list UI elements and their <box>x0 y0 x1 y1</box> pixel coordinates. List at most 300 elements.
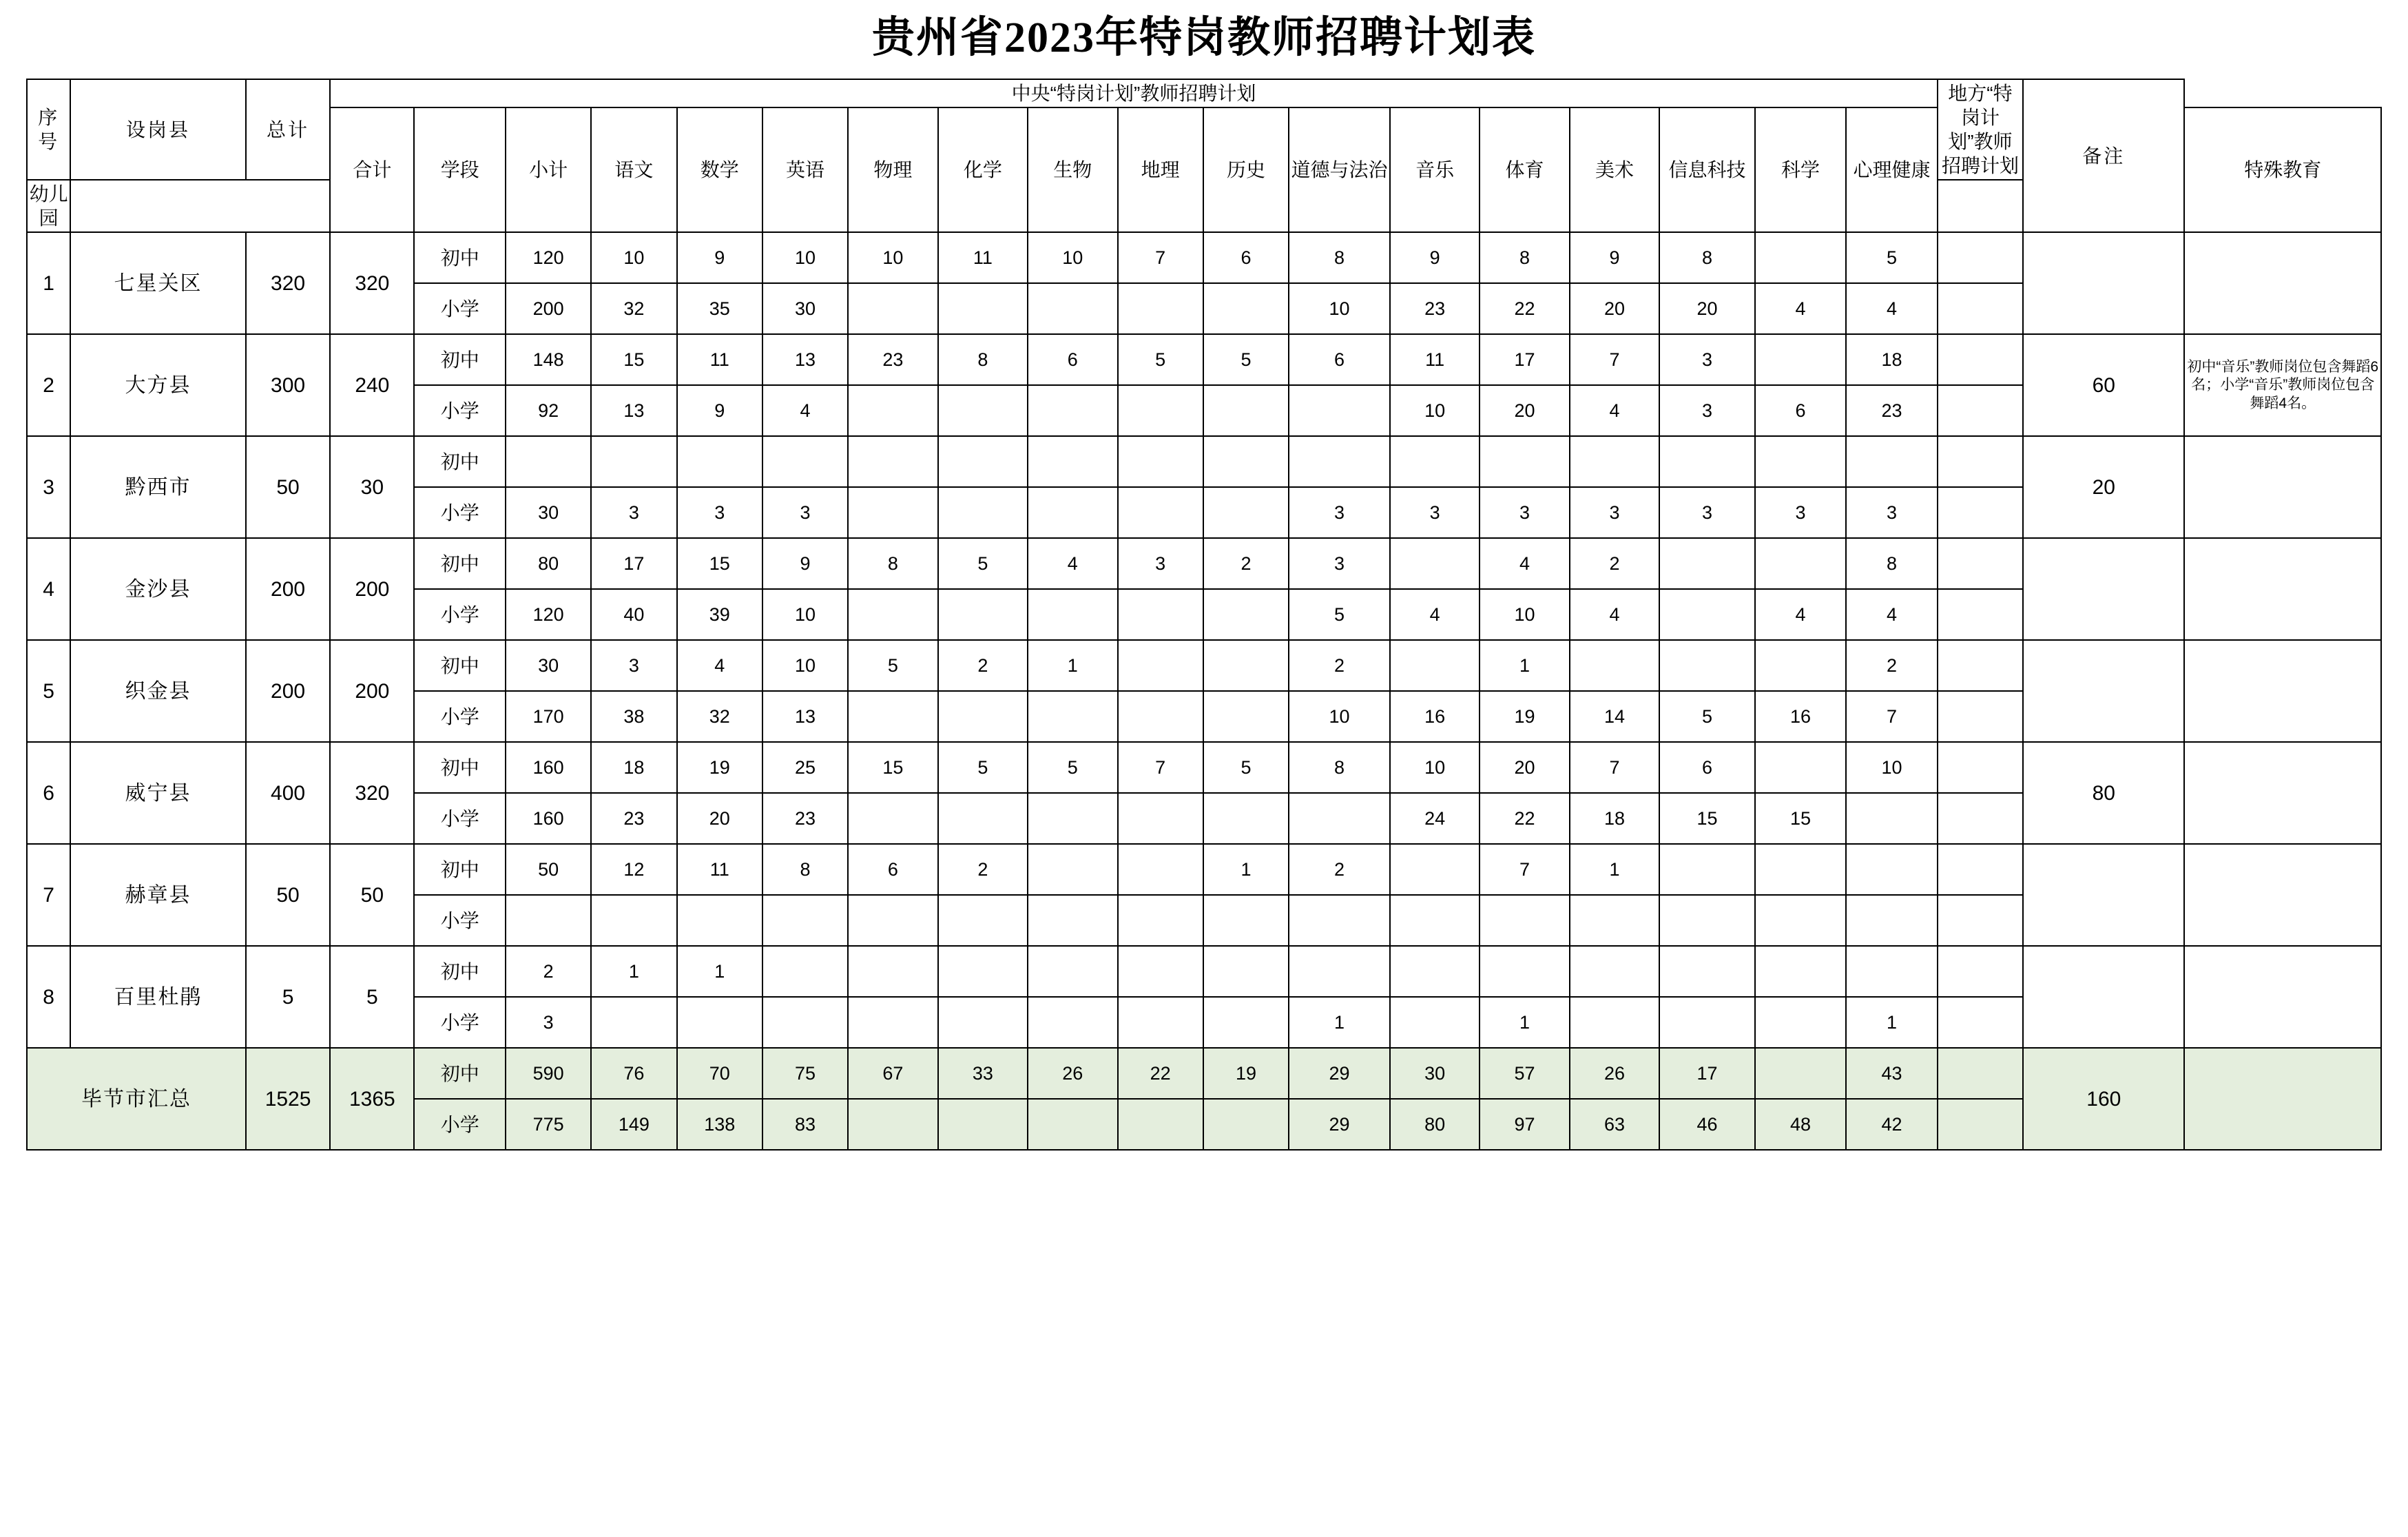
cell-value: 8 <box>1289 742 1390 793</box>
header-subject-math: 数学 <box>677 107 762 232</box>
cell-value: 3 <box>1480 487 1569 538</box>
cell-sub-sum: 2 <box>506 946 591 997</box>
cell-remark <box>2184 844 2381 946</box>
cell-county: 黔西市 <box>70 436 246 538</box>
cell-local-plan: 60 <box>2023 334 2184 436</box>
cell-value: 4 <box>1390 589 1480 640</box>
cell-value: 8 <box>1480 232 1569 283</box>
cell-value <box>1755 895 1846 946</box>
header-county: 设岗县 <box>70 79 246 180</box>
header-sub-sum: 小计 <box>506 107 591 232</box>
cell-value <box>938 283 1028 334</box>
cell-seq: 8 <box>27 946 70 1048</box>
table-row <box>27 436 2381 487</box>
cell-value: 138 <box>677 1099 762 1150</box>
cell-value: 11 <box>938 232 1028 283</box>
cell-value <box>848 487 937 538</box>
cell-value <box>1938 538 2023 589</box>
cell-value: 1 <box>1570 844 1659 895</box>
cell-value: 17 <box>1659 1048 1755 1099</box>
cell-value: 13 <box>591 385 676 436</box>
cell-value <box>1570 895 1659 946</box>
cell-value <box>1570 436 1659 487</box>
cell-remark <box>2184 640 2381 742</box>
cell-value: 83 <box>762 1099 848 1150</box>
cell-summary-remark <box>2184 1048 2381 1150</box>
cell-value: 4 <box>1570 589 1659 640</box>
cell-value <box>1203 640 1289 691</box>
cell-value: 7 <box>1118 742 1203 793</box>
cell-stage: 初中 <box>414 1048 505 1099</box>
cell-value <box>1028 691 1117 742</box>
cell-county: 织金县 <box>70 640 246 742</box>
cell-value <box>1938 742 2023 793</box>
cell-value <box>938 946 1028 997</box>
cell-stage: 小学 <box>414 589 505 640</box>
table-row <box>27 334 2381 385</box>
cell-stage: 小学 <box>414 997 505 1048</box>
header-subject-morality-law: 道德与法治 <box>1289 107 1390 232</box>
cell-value <box>1390 997 1480 1048</box>
cell-value: 32 <box>677 691 762 742</box>
cell-remark <box>2184 742 2381 844</box>
cell-value: 67 <box>848 1048 937 1099</box>
cell-value: 1 <box>677 946 762 997</box>
cell-value <box>1659 538 1755 589</box>
cell-value: 13 <box>762 691 848 742</box>
cell-value: 8 <box>1289 232 1390 283</box>
cell-value <box>1938 589 2023 640</box>
cell-value: 149 <box>591 1099 676 1150</box>
cell-value <box>1203 436 1289 487</box>
cell-value <box>1028 436 1117 487</box>
cell-sub-sum: 775 <box>506 1099 591 1150</box>
cell-value: 30 <box>1390 1048 1480 1099</box>
cell-value: 29 <box>1289 1048 1390 1099</box>
cell-value: 30 <box>762 283 848 334</box>
cell-seq: 1 <box>27 232 70 334</box>
cell-value: 16 <box>1755 691 1846 742</box>
cell-value <box>1203 895 1289 946</box>
cell-total: 400 <box>246 742 330 844</box>
cell-total: 5 <box>246 946 330 1048</box>
cell-subtotal: 200 <box>330 538 414 640</box>
cell-seq: 4 <box>27 538 70 640</box>
cell-stage: 小学 <box>414 793 505 844</box>
cell-sub-sum: 120 <box>506 232 591 283</box>
cell-value <box>1659 436 1755 487</box>
cell-sub-sum: 50 <box>506 844 591 895</box>
cell-value <box>1118 283 1203 334</box>
cell-value: 5 <box>938 742 1028 793</box>
cell-value: 6 <box>1028 334 1117 385</box>
cell-value: 19 <box>677 742 762 793</box>
cell-value <box>1118 436 1203 487</box>
cell-summary-subtotal: 1365 <box>330 1048 414 1150</box>
cell-value: 10 <box>1480 589 1569 640</box>
cell-value: 10 <box>848 232 937 283</box>
cell-value <box>1938 487 2023 538</box>
cell-value: 3 <box>1390 487 1480 538</box>
cell-value <box>938 487 1028 538</box>
cell-value: 3 <box>762 487 848 538</box>
cell-value <box>1203 589 1289 640</box>
cell-value <box>1028 283 1117 334</box>
cell-value <box>848 946 937 997</box>
cell-subtotal: 30 <box>330 436 414 538</box>
cell-value: 5 <box>938 538 1028 589</box>
cell-value <box>848 385 937 436</box>
cell-value: 2 <box>938 844 1028 895</box>
cell-value: 5 <box>1289 589 1390 640</box>
cell-value <box>1846 793 1938 844</box>
cell-value: 70 <box>677 1048 762 1099</box>
cell-value <box>938 436 1028 487</box>
cell-value: 3 <box>1118 538 1203 589</box>
cell-sub-sum <box>506 895 591 946</box>
cell-summary-total: 1525 <box>246 1048 330 1150</box>
cell-sub-sum: 92 <box>506 385 591 436</box>
cell-value <box>1028 589 1117 640</box>
cell-value <box>1390 895 1480 946</box>
cell-value: 1 <box>591 946 676 997</box>
cell-value: 3 <box>1846 487 1938 538</box>
cell-value <box>1938 334 2023 385</box>
cell-value: 2 <box>1570 538 1659 589</box>
cell-subtotal: 320 <box>330 742 414 844</box>
cell-value <box>1570 946 1659 997</box>
cell-value: 39 <box>677 589 762 640</box>
cell-value <box>1203 997 1289 1048</box>
cell-county: 赫章县 <box>70 844 246 946</box>
cell-value: 8 <box>848 538 937 589</box>
cell-value: 10 <box>591 232 676 283</box>
header-subject-science: 科学 <box>1755 107 1846 232</box>
cell-value <box>1659 589 1755 640</box>
cell-remark <box>2184 436 2381 538</box>
cell-value: 22 <box>1480 793 1569 844</box>
cell-remark <box>2184 946 2381 1048</box>
cell-value <box>1203 385 1289 436</box>
cell-value <box>1203 793 1289 844</box>
header-subject-mental-health: 心理健康 <box>1846 107 1938 232</box>
cell-value: 10 <box>762 232 848 283</box>
cell-value <box>1390 844 1480 895</box>
cell-value <box>1203 691 1289 742</box>
cell-value: 23 <box>1390 283 1480 334</box>
cell-value <box>1118 946 1203 997</box>
cell-remark <box>2184 232 2381 334</box>
cell-value <box>1118 997 1203 1048</box>
cell-stage: 小学 <box>414 385 505 436</box>
table-row <box>27 640 2381 691</box>
cell-value: 5 <box>1659 691 1755 742</box>
cell-value: 48 <box>1755 1099 1846 1150</box>
recruitment-plan-table <box>26 79 2382 1151</box>
cell-value: 18 <box>1570 793 1659 844</box>
cell-value <box>1846 895 1938 946</box>
cell-value: 23 <box>1846 385 1938 436</box>
cell-stage: 初中 <box>414 640 505 691</box>
cell-value: 23 <box>762 793 848 844</box>
cell-value: 3 <box>1755 487 1846 538</box>
cell-value <box>1390 946 1480 997</box>
cell-value: 10 <box>1390 742 1480 793</box>
cell-value: 14 <box>1570 691 1659 742</box>
cell-value: 23 <box>591 793 676 844</box>
cell-value: 6 <box>1659 742 1755 793</box>
cell-value: 9 <box>1390 232 1480 283</box>
cell-value: 10 <box>1846 742 1938 793</box>
cell-value: 1 <box>1480 640 1569 691</box>
header-subject-physics: 物理 <box>848 107 937 232</box>
cell-value: 10 <box>1028 232 1117 283</box>
header-subtotal: 合计 <box>330 107 414 232</box>
cell-value <box>1118 793 1203 844</box>
cell-value <box>1570 997 1659 1048</box>
cell-value: 26 <box>1570 1048 1659 1099</box>
cell-value: 38 <box>591 691 676 742</box>
cell-value <box>1203 946 1289 997</box>
cell-value <box>1659 640 1755 691</box>
table-row <box>27 844 2381 895</box>
cell-value <box>1118 691 1203 742</box>
cell-value: 7 <box>1570 334 1659 385</box>
cell-value: 16 <box>1390 691 1480 742</box>
cell-value: 8 <box>938 334 1028 385</box>
cell-value: 7 <box>1846 691 1938 742</box>
cell-value <box>848 1099 937 1150</box>
cell-stage: 小学 <box>414 691 505 742</box>
cell-local-plan <box>2023 538 2184 640</box>
cell-value <box>762 946 848 997</box>
cell-value <box>1028 1099 1117 1150</box>
cell-value <box>1846 844 1938 895</box>
cell-value <box>1203 1099 1289 1150</box>
cell-seq: 5 <box>27 640 70 742</box>
cell-value <box>1390 640 1480 691</box>
cell-value <box>1289 385 1390 436</box>
cell-stage: 小学 <box>414 1099 505 1150</box>
cell-value <box>938 1099 1028 1150</box>
cell-value: 20 <box>677 793 762 844</box>
cell-value: 9 <box>677 232 762 283</box>
cell-stage: 初中 <box>414 844 505 895</box>
cell-value: 4 <box>762 385 848 436</box>
header-subject-chinese: 语文 <box>591 107 676 232</box>
cell-value <box>1938 691 2023 742</box>
cell-value <box>1118 640 1203 691</box>
cell-summary-label: 毕节市汇总 <box>27 1048 246 1150</box>
cell-value: 43 <box>1846 1048 1938 1099</box>
cell-value <box>1938 895 2023 946</box>
cell-value: 12 <box>591 844 676 895</box>
cell-value <box>1938 1099 2023 1150</box>
cell-value: 23 <box>848 334 937 385</box>
header-subject-geography: 地理 <box>1118 107 1203 232</box>
cell-value: 8 <box>762 844 848 895</box>
cell-value <box>1028 487 1117 538</box>
cell-value <box>1755 334 1846 385</box>
table-row <box>27 232 2381 283</box>
header-central-plan-group: 中央“特岗计划”教师招聘计划 <box>330 79 1938 107</box>
cell-value: 15 <box>1755 793 1846 844</box>
cell-value: 40 <box>591 589 676 640</box>
cell-value <box>1755 844 1846 895</box>
cell-sub-sum: 160 <box>506 793 591 844</box>
cell-value: 3 <box>1289 487 1390 538</box>
cell-value: 15 <box>591 334 676 385</box>
cell-value: 20 <box>1570 283 1659 334</box>
cell-value <box>1118 589 1203 640</box>
cell-value <box>1755 1048 1846 1099</box>
cell-value <box>677 997 762 1048</box>
cell-remark <box>2184 538 2381 640</box>
cell-value <box>1938 844 2023 895</box>
cell-value: 4 <box>1846 283 1938 334</box>
cell-value: 6 <box>1203 232 1289 283</box>
header-subject-info-tech: 信息科技 <box>1659 107 1755 232</box>
cell-value <box>677 436 762 487</box>
cell-sub-sum <box>506 436 591 487</box>
cell-value: 20 <box>1659 283 1755 334</box>
cell-value: 11 <box>677 844 762 895</box>
cell-subtotal: 240 <box>330 334 414 436</box>
cell-value: 13 <box>762 334 848 385</box>
cell-value <box>1289 895 1390 946</box>
cell-stage: 小学 <box>414 895 505 946</box>
cell-subtotal: 200 <box>330 640 414 742</box>
header-subject-art: 美术 <box>1570 107 1659 232</box>
cell-value <box>848 436 937 487</box>
cell-sub-sum: 30 <box>506 487 591 538</box>
cell-value: 3 <box>1659 334 1755 385</box>
cell-value: 5 <box>1118 334 1203 385</box>
cell-value <box>1755 946 1846 997</box>
cell-value: 6 <box>848 844 937 895</box>
cell-value: 1 <box>1028 640 1117 691</box>
cell-sub-sum: 120 <box>506 589 591 640</box>
cell-value: 4 <box>677 640 762 691</box>
cell-sub-sum: 200 <box>506 283 591 334</box>
header-subject-music: 音乐 <box>1390 107 1480 232</box>
cell-county: 大方县 <box>70 334 246 436</box>
cell-value: 63 <box>1570 1099 1659 1150</box>
cell-county: 七星关区 <box>70 232 246 334</box>
cell-value: 6 <box>1755 385 1846 436</box>
cell-value: 15 <box>848 742 937 793</box>
cell-value: 5 <box>848 640 937 691</box>
cell-value <box>762 895 848 946</box>
cell-value <box>848 283 937 334</box>
cell-value: 20 <box>1480 742 1569 793</box>
cell-value <box>1289 436 1390 487</box>
cell-value <box>938 589 1028 640</box>
cell-value: 9 <box>1570 232 1659 283</box>
cell-local-plan <box>2023 844 2184 946</box>
cell-value: 1 <box>1846 997 1938 1048</box>
header-total: 总计 <box>246 79 330 180</box>
cell-value: 1 <box>1203 844 1289 895</box>
cell-value <box>938 691 1028 742</box>
cell-value: 15 <box>677 538 762 589</box>
cell-local-plan: 20 <box>2023 436 2184 538</box>
cell-sub-sum: 30 <box>506 640 591 691</box>
cell-value <box>938 385 1028 436</box>
cell-local-plan <box>2023 232 2184 334</box>
cell-total: 320 <box>246 232 330 334</box>
cell-remark: 初中“音乐”教师岗位包含舞蹈6名；小学“音乐”教师岗位包含舞蹈4名。 <box>2184 334 2381 436</box>
cell-value: 25 <box>762 742 848 793</box>
cell-value <box>1846 946 1938 997</box>
cell-value: 42 <box>1846 1099 1938 1150</box>
cell-value <box>1480 946 1569 997</box>
cell-subtotal: 50 <box>330 844 414 946</box>
header-kindergarten: 幼儿园 <box>27 180 70 232</box>
cell-value <box>1659 895 1755 946</box>
cell-value <box>1118 385 1203 436</box>
cell-value <box>762 997 848 1048</box>
table-row <box>27 946 2381 997</box>
cell-value: 10 <box>762 640 848 691</box>
header-subject-english: 英语 <box>762 107 848 232</box>
cell-value <box>1480 436 1569 487</box>
cell-total: 50 <box>246 844 330 946</box>
cell-value <box>1659 997 1755 1048</box>
cell-value: 4 <box>1028 538 1117 589</box>
cell-value: 2 <box>1289 844 1390 895</box>
cell-value <box>591 895 676 946</box>
cell-value: 33 <box>938 1048 1028 1099</box>
cell-value: 3 <box>1659 385 1755 436</box>
cell-value: 3 <box>1289 538 1390 589</box>
cell-value: 2 <box>1846 640 1938 691</box>
cell-value <box>1028 385 1117 436</box>
cell-value <box>1938 232 2023 283</box>
cell-value <box>1118 487 1203 538</box>
cell-sub-sum: 80 <box>506 538 591 589</box>
cell-value <box>1118 844 1203 895</box>
cell-value <box>1289 793 1390 844</box>
cell-value: 10 <box>762 589 848 640</box>
cell-total: 200 <box>246 640 330 742</box>
cell-value <box>1118 1099 1203 1150</box>
cell-value <box>848 793 937 844</box>
cell-stage: 小学 <box>414 283 505 334</box>
cell-value: 5 <box>1846 232 1938 283</box>
cell-value: 4 <box>1480 538 1569 589</box>
cell-value <box>1938 997 2023 1048</box>
cell-value: 15 <box>1659 793 1755 844</box>
cell-value <box>1659 946 1755 997</box>
cell-value: 17 <box>591 538 676 589</box>
cell-value <box>1289 946 1390 997</box>
cell-value: 2 <box>1289 640 1390 691</box>
cell-value: 20 <box>1480 385 1569 436</box>
cell-value: 7 <box>1570 742 1659 793</box>
cell-value <box>1203 283 1289 334</box>
cell-value: 29 <box>1289 1099 1390 1150</box>
cell-value <box>1938 946 2023 997</box>
cell-value: 22 <box>1118 1048 1203 1099</box>
cell-value <box>938 997 1028 1048</box>
cell-value <box>1028 793 1117 844</box>
cell-value: 76 <box>591 1048 676 1099</box>
cell-value <box>1938 385 2023 436</box>
cell-value: 17 <box>1480 334 1569 385</box>
cell-value: 5 <box>1028 742 1117 793</box>
header-seq: 序号 <box>27 79 70 180</box>
